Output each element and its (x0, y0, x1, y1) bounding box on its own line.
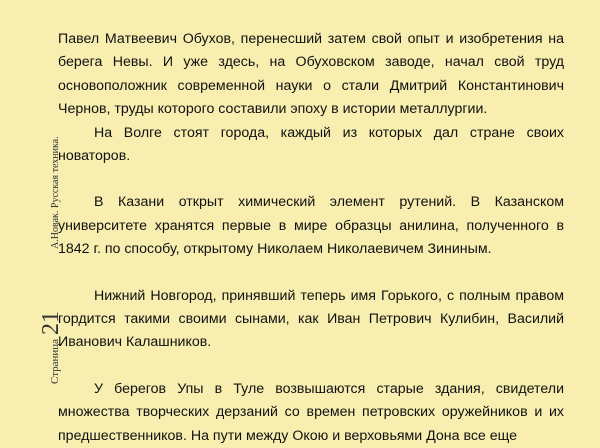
paragraph-3: В Казани открыт химический элемент рутений. В Казанском университете хранятся первые в мире образцы анилина, полученного в 1842 г. по способу, открытому Николаем Николаевичем Зининым. (58, 194, 564, 258)
page-number: 21 (38, 310, 64, 335)
book-credit: А.Новак. Русская техника. (50, 136, 61, 249)
body-text (58, 28, 564, 448)
paragraph-5: У берегов Упы в Туле возвышаются старые здания, свидетели множества творческих дерзаний со времен петровских оружейников и их предшественников. На пути между Окою и верховьями Дона все еще (58, 380, 564, 444)
paragraph-4: Нижний Новгород, принявший теперь имя Горького, с полным правом гордится такими своими сынами, как Иван Петрович Кулибин, Василий Иванович Калашников. (58, 287, 564, 351)
paragraph-1: Павел Матвеевич Обухов, перенесший затем свой опыт и изобретения на берега Невы. И уже здесь, на Обуховском заводе, начал свой труд основоположник современной науки о стали Дмитрий Константинович Чернов, труды которого составили эпоху в истории металлургии. (58, 31, 564, 118)
page-label: Страница (49, 338, 61, 384)
paragraph-2: На Волге стоят города, каждый из которых дал стране своих новаторов. (58, 124, 564, 165)
